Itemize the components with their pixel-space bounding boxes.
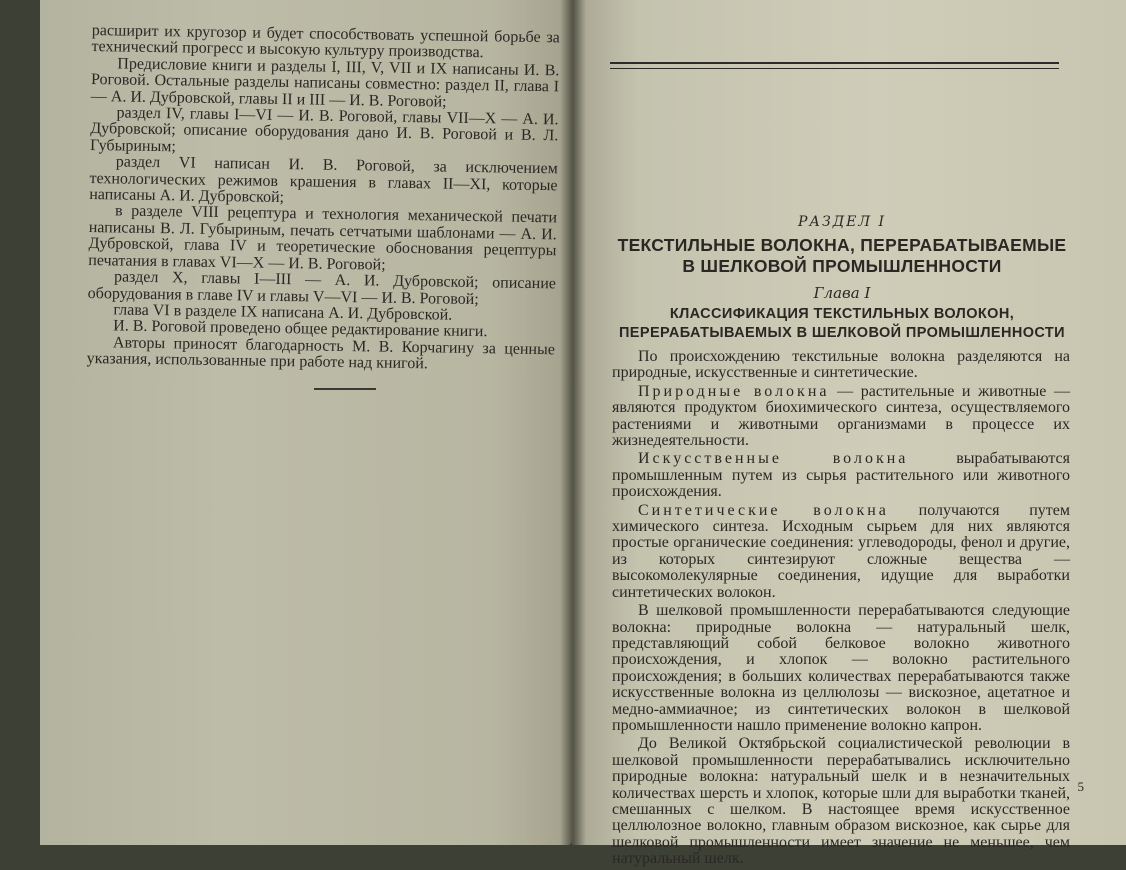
preface-paragraph: глава VI в разделе IX написана А. И. Дубровской. bbox=[113, 301, 453, 324]
paragraph: В шелковой промышленности перерабатываются следующие волокна: природные волокна — натуральный шелк, представляющий собой белковое волокно животного происхождения, и хлопок — волокно растительного происхождения; в больших количествах перерабатываются также искусственные волокна из целлюлозы — вискозное, ацетатное и медно-аммиачное; из синтетических волокон в шелковой промышленности нашло применение волокно капрон. bbox=[612, 602, 1070, 734]
chapter-label: Глава I bbox=[813, 284, 871, 302]
preface-paragraph: Предисловие книги и разделы I, III, V, VII и IX написаны И. В. Роговой. Остальные разделы написаны совместно: раздел II, глава I — А. И. Дубровской, главы II и III — И. В. Роговой; bbox=[90, 55, 560, 111]
paragraph: Природные волокна — растительные и животные — являются продуктом биохимического синтеза, осуществляемого растениями и животными организмами в процессе их жизнедеятельности. bbox=[612, 382, 1070, 450]
right-page bbox=[572, 0, 1126, 868]
preface-paragraph: в разделе VIII рецептура и технология механической печати написаны В. Л. Губыриным, печать сетчатыми шаблонами — А. И. Дубровской, глава IV и теоретические обоснования рецептуры печатания в главах VI—X — И. В. Роговой; bbox=[88, 202, 558, 274]
spaced-term: Синтетические волокна bbox=[638, 501, 889, 519]
preface-text bbox=[87, 23, 560, 375]
preface-paragraph: раздел IV, главы I—VI — И. В. Роговой, главы VII—X — А. И. Дубровской; описание оборудования дано И. В. Роговой и В. Л. Губыриным; bbox=[89, 104, 559, 156]
paragraph: Синтетические волокна получаются путем химического синтеза. Исходным сырьем для них являются простые органические соединения: углеводороды, фенол и другие, из которых синтезируют сложные вещества — высокомолекулярные соединения, идущие для выработки синтетических волокон. bbox=[612, 501, 1070, 601]
end-rule bbox=[314, 388, 376, 390]
chapter-title-line: ПЕРЕРАБАТЫВАЕМЫХ В ШЕЛКОВОЙ ПРОМЫШЛЕННОСТИ bbox=[618, 325, 1065, 341]
spaced-term: Искусственные волокна bbox=[638, 450, 909, 468]
book-gutter bbox=[560, 0, 586, 845]
paragraph: Искусственные волокна вырабатываются промышленным путем из сырья растительного или животного происхождения. bbox=[612, 450, 1070, 501]
spaced-term: Природные волокна bbox=[638, 382, 830, 400]
chapter-title-line: КЛАССИФИКАЦИЯ ТЕКСТИЛЬНЫХ ВОЛОКОН, bbox=[669, 306, 1015, 322]
chapter-body bbox=[612, 349, 1070, 870]
preface-paragraph: расширит их кругозор и будет способствовать успешной борьбе за технический прогресс и высокую культуру производства. bbox=[91, 22, 560, 62]
preface-paragraph: раздел X, главы I—III — А. И. Дубровской; описание оборудования в главе IV и главы V—VI — И. В. Роговой; bbox=[87, 268, 557, 308]
section-title-line: В ШЕЛКОВОЙ ПРОМЫШЛЕННОСТИ bbox=[682, 256, 1002, 276]
preface-paragraph: раздел VI написан И. В. Роговой, за исключением технологических режимов крашения в главах II—XI, которые написаны А. И. Дубровской; bbox=[89, 153, 558, 207]
paragraph: По происхождению текстильные волокна разделяются на природные, искусственные и синтетические. bbox=[612, 348, 1070, 382]
page-number: 5 bbox=[1077, 779, 1084, 794]
preface-paragraph: И. В. Роговой проведено общее редактирование книги. bbox=[113, 317, 488, 341]
preface-paragraph: Авторы приносят благодарность М. В. Корчагину за ценные указания, использованные при работе над книгой. bbox=[86, 334, 556, 373]
section-label: РАЗДЕЛ I bbox=[797, 214, 886, 230]
section-title bbox=[602, 235, 1082, 277]
chapter-title bbox=[602, 305, 1082, 343]
header-rule-bottom bbox=[610, 68, 1059, 69]
left-page bbox=[40, 0, 572, 845]
header-rule-top bbox=[610, 62, 1059, 64]
section-title-line: ТЕКСТИЛЬНЫЕ ВОЛОКНА, ПЕРЕРАБАТЫВАЕМЫЕ bbox=[617, 235, 1067, 255]
paragraph: До Великой Октябрьской социалистической революции в шелковой промышленности перерабатывались исключительно природные волокна: натуральный шелк и в незначительных количествах шерсть и хлопок, которые шли для выработки тканей, смешанных с шелком. В настоящее время искусственное целлюлозное волокно, главным образом вискозное, как сырье для шелковой промышленности имеет значение не меньшее, чем натуральный шелк. bbox=[612, 735, 1070, 868]
